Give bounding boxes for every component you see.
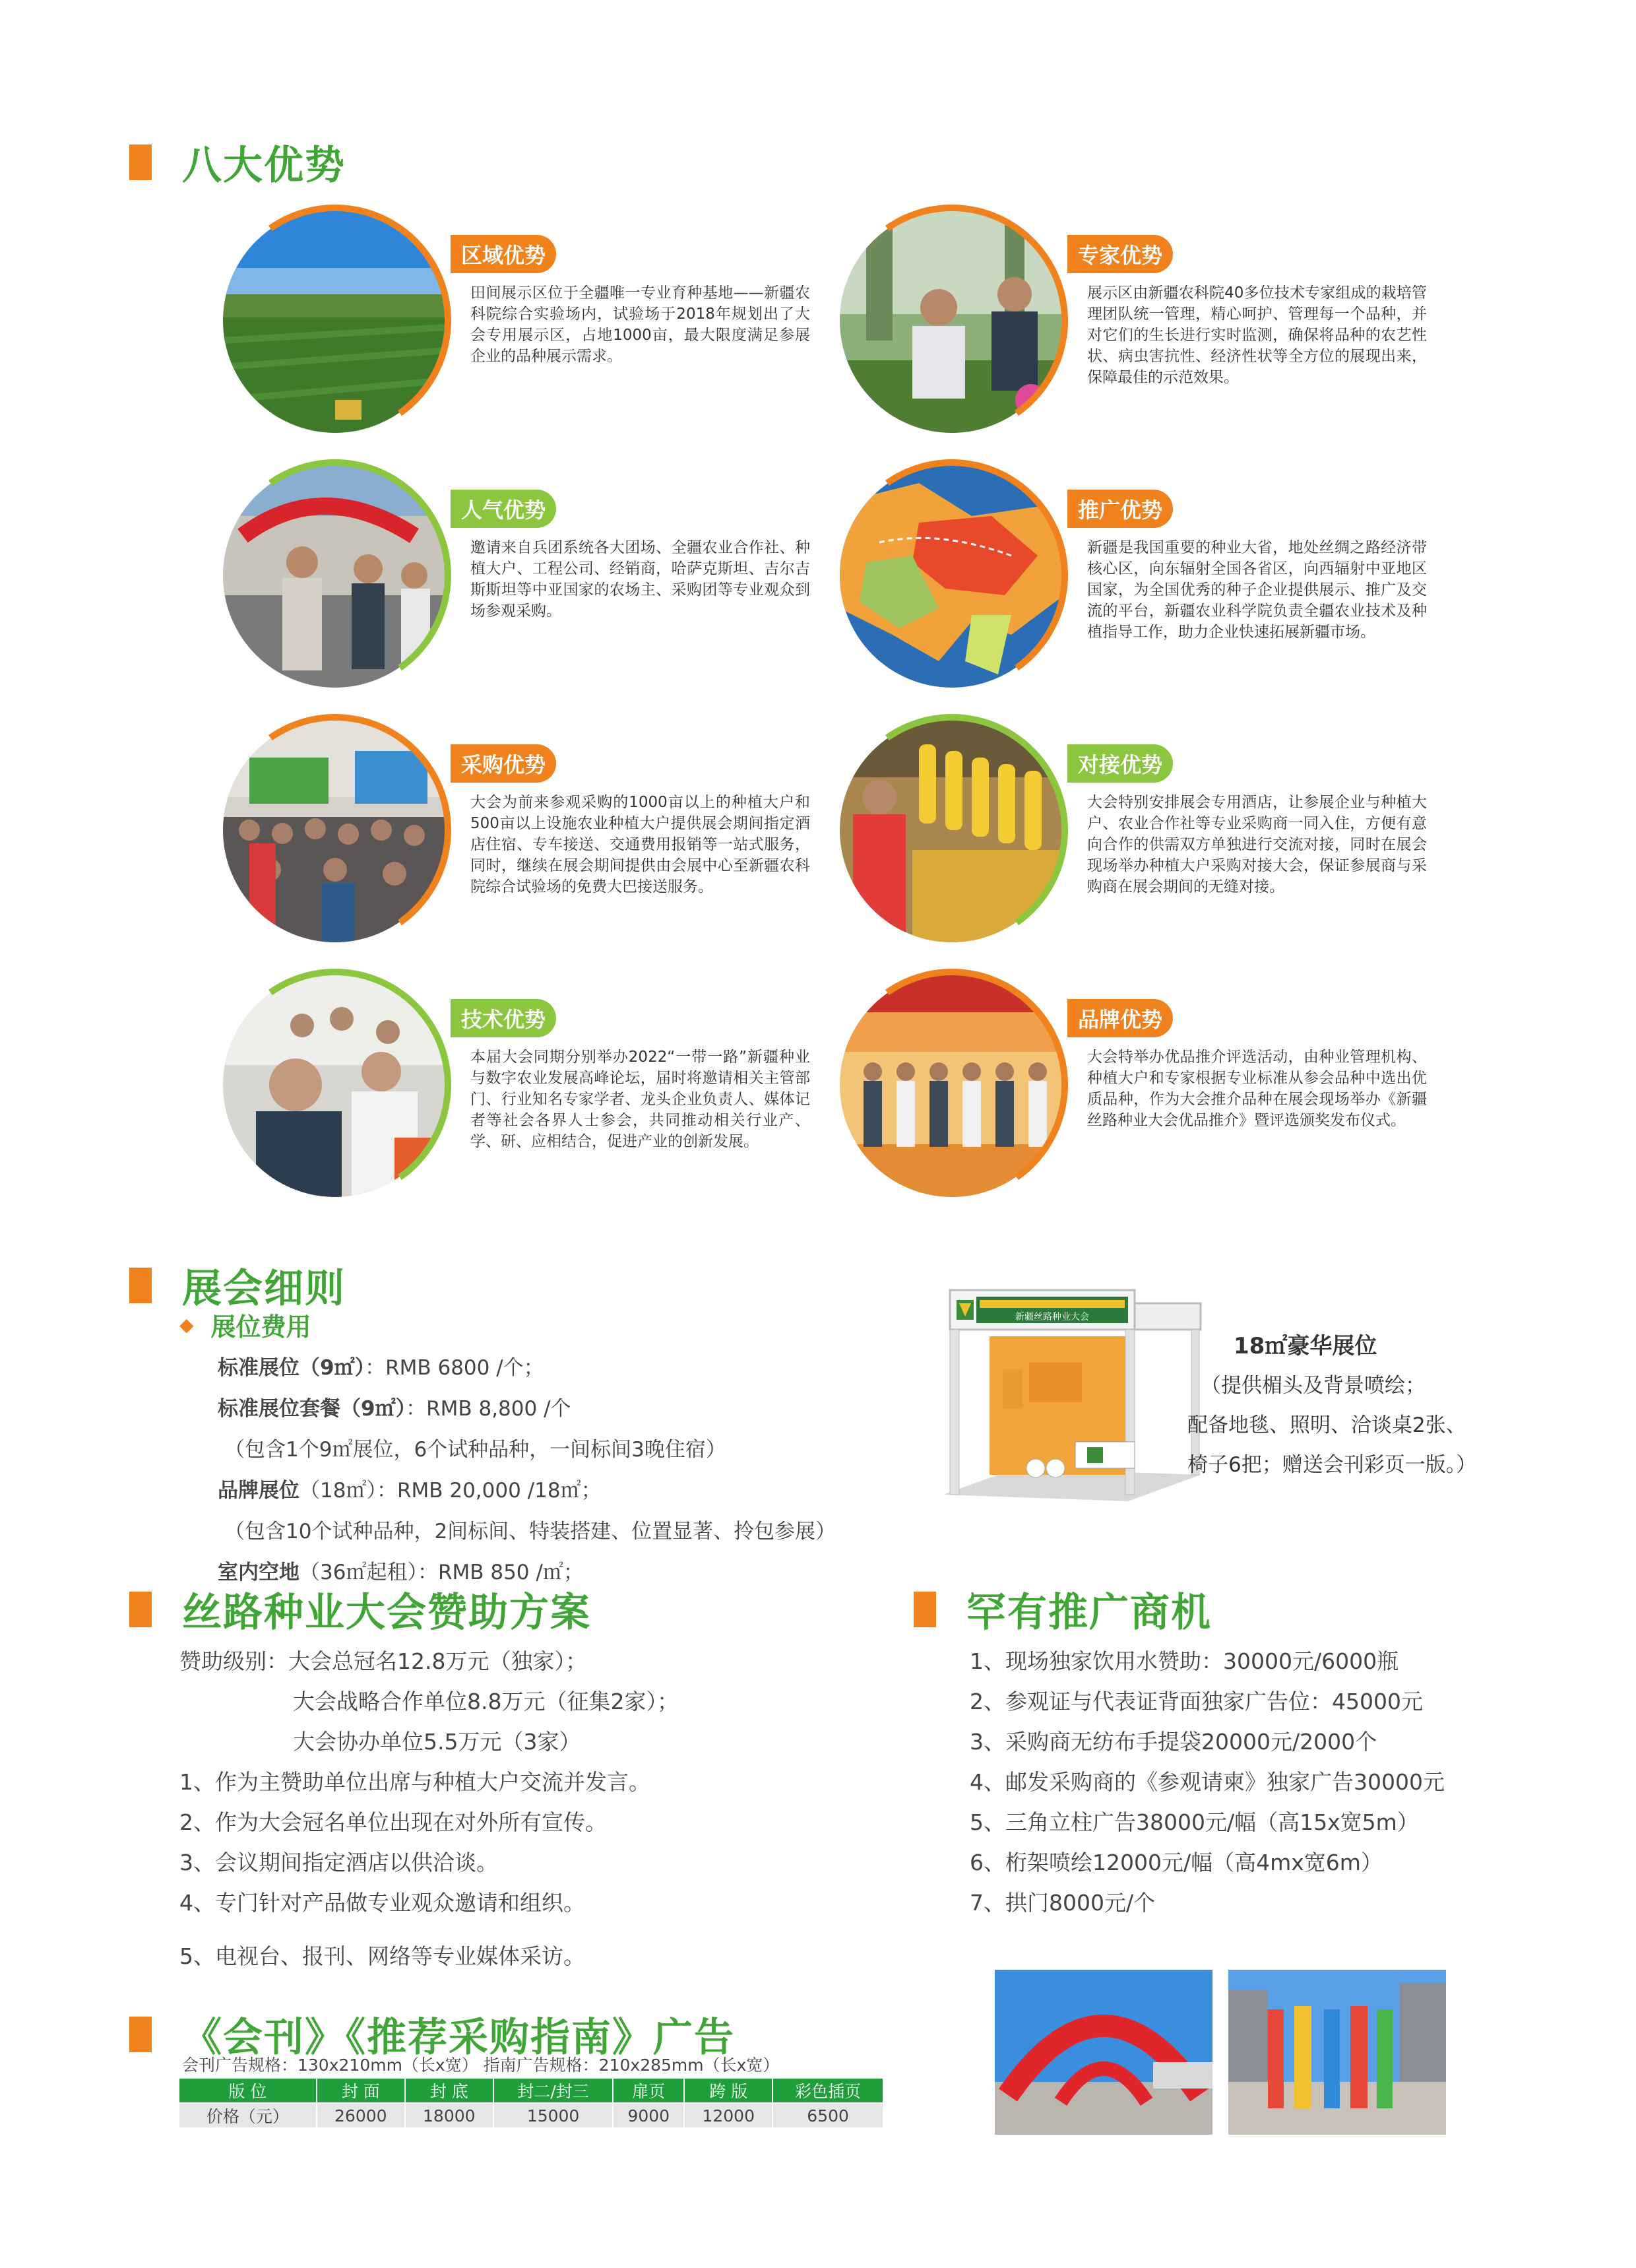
sponsor-item: 1、作为主赞助单位出席与种植大户交流并发言。	[179, 1769, 650, 1795]
table-cell: 18000	[405, 2103, 493, 2128]
sponsor-item: 3、会议期间指定酒店以供洽谈。	[179, 1850, 498, 1875]
booth-line	[218, 1347, 836, 1388]
advantage-text: 邀请来自兵团系统各大团场、全疆农业合作社、种植大户、工程公司、经销商，哈萨克斯坦、吉尔吉斯斯坦等中亚国家的农场主、采购团等专业观众到场参观采购。	[470, 539, 810, 620]
pillar-ads-photo	[1228, 1970, 1446, 2135]
orange-ring	[817, 950, 1086, 1219]
table-cell: 9000	[613, 2103, 684, 2128]
promo-item: 2、参观证与代表证背面独家广告位：45000元	[970, 1689, 1423, 1714]
advantage-tag: 区域优势	[451, 235, 556, 273]
table-cell: 15000	[493, 2103, 614, 2128]
table-cell: 26000	[317, 2103, 405, 2128]
table-header-cell: 封 面	[317, 2078, 405, 2103]
sponsor-item: 2、作为大会冠名单位出现在对外所有宣传。	[179, 1809, 607, 1835]
section-title: 展会细则	[182, 1266, 346, 1312]
promo-item: 7、拱门8000元/个	[970, 1890, 1156, 1916]
advantage-card-expert	[840, 209, 1433, 433]
deluxe-line: 椅子6把；赠送会刊彩页一版。）	[1187, 1453, 1477, 1477]
table-header-cell: 跨 版	[684, 2078, 772, 2103]
table-cell: 价格（元）	[179, 2103, 317, 2128]
table-cell: 6500	[772, 2103, 883, 2128]
advantage-tag: 专家优势	[1067, 235, 1173, 273]
orange-ring	[817, 186, 1086, 455]
booth-fee-subheading	[179, 1307, 311, 1343]
booth-line-label: 室内空地	[218, 1561, 299, 1584]
green-ring	[201, 441, 470, 710]
advantage-card-purchase	[223, 718, 817, 942]
promo-item: 1、现场独家饮用水赞助：30000元/6000瓶	[970, 1648, 1399, 1674]
booth-line-label: 标准展位（9㎡）	[218, 1356, 365, 1380]
booth-line	[218, 1388, 836, 1429]
booth-fee-title: 展位费用	[210, 1312, 311, 1342]
booth-line-label: 品牌展位	[218, 1479, 299, 1503]
deluxe-booth-title: 18㎡豪华展位	[1234, 1333, 1377, 1359]
sponsor-item: 5、电视台、报刊、网络等专业媒体采访。	[179, 1943, 585, 1969]
rules-heading	[129, 1257, 346, 1314]
table-row	[179, 2103, 883, 2128]
advantage-text: 新疆是我国重要的种业大省，地处丝绸之路经济带核心区，向东辐射全国各省区，向西辐射中亚地区国家，为全国优秀的种子企业提供展示、推广及交流的平台，新疆农业科学院负责全疆农业技术及种植指导工作，助力企业快速拓展新疆市场。	[1087, 539, 1427, 641]
sponsor-level: 大会战略合作单位8.8万元（征集2家）；	[293, 1689, 679, 1714]
section-title: 罕有推广商机	[966, 1590, 1212, 1636]
table-header-cell: 封二/封三	[493, 2078, 614, 2103]
table-cell: 12000	[684, 2103, 772, 2128]
promo-list	[970, 1641, 1445, 1923]
deluxe-booth-desc	[1187, 1366, 1476, 1485]
advantage-text: 田间展示区位于全疆唯一专业育种基地——新疆农科院综合实验场内，试验场于2018年规划出了大会专用展示区，占地1000亩，最大限度满足参展企业的品种展示需求。	[470, 284, 810, 365]
table-header-cell: 版 位	[179, 2078, 317, 2103]
booth-banner-text: 新疆丝路种业大会	[1015, 1312, 1089, 1322]
promo-item: 3、采购商无纺布手提袋20000元/2000个	[970, 1729, 1377, 1755]
promo-item: 4、邮发采购商的《参观请柬》独家广告30000元	[970, 1769, 1445, 1795]
advantage-card-popularity	[223, 463, 817, 688]
booth-line-value: （包含10个试种品种，2间标间、特装搭建、位置显著、拎包参展）	[224, 1520, 836, 1543]
booth-line-label: 标准展位套餐（9㎡）	[218, 1397, 406, 1421]
green-ring	[817, 696, 1086, 965]
ad-spec-text: 会刊广告规格：130x210mm（长x宽） 指南广告规格：210x285mm（长x宽）	[182, 2056, 780, 2075]
booth-line	[218, 1429, 836, 1470]
sponsor-level: 大会总冠名12.8万元（独家）；	[288, 1648, 587, 1674]
ad-price-table	[178, 2077, 884, 2129]
deluxe-booth-illustration	[930, 1270, 1207, 1521]
booth-line-value: （包含1个9㎡展位，6个试种品种，一间标间3晚住宿）	[224, 1438, 726, 1462]
table-header-cell: 封 底	[405, 2078, 493, 2103]
orange-ring	[201, 696, 470, 965]
section-marker	[129, 145, 152, 180]
booth-line	[218, 1470, 836, 1511]
booth-line	[218, 1511, 836, 1552]
advantage-text: 展示区由新疆农科院40多位技术专家组成的栽培管理团队统一管理，精心呵护、管理每一个品种，并对它们的生长进行实时监测，确保将品种的农艺性状、病虫害抗性、经济性状等全方位的展现出来，保障最佳的示范效果。	[1087, 284, 1427, 386]
orange-ring	[201, 186, 470, 455]
booth-fee-list	[218, 1347, 836, 1593]
advantage-tag: 推广优势	[1067, 490, 1173, 528]
advantage-card-matchmaking	[840, 718, 1433, 942]
advantage-text: 大会特举办优品推介评选活动，由种业管理机构、种植大户和专家根据专业标准从参会品种中选出优质品种，作为大会推介品种在展会现场举办《新疆丝路种业大会优品推介》暨评选颁奖发布仪式。	[1087, 1049, 1427, 1129]
sponsor-level-label: 赞助级别：	[179, 1648, 288, 1674]
section-title: 丝路种业大会赞助方案	[182, 1590, 591, 1636]
deluxe-line: （提供楣头及背景喷绘；	[1201, 1374, 1426, 1398]
table-header-cell: 扉页	[613, 2078, 684, 2103]
section-title: 八大优势	[182, 143, 346, 189]
arch-photo	[995, 1970, 1212, 2135]
promo-item: 5、三角立柱广告38000元/幅（高15x宽5m）	[970, 1809, 1419, 1835]
sponsor-level-line	[179, 1641, 679, 1681]
advantage-tag: 人气优势	[451, 490, 556, 528]
sponsor-levels	[179, 1641, 679, 1976]
promo-heading	[914, 1581, 1212, 1638]
promo-item: 6、桁架喷绘12000元/幅（高4mx宽6m）	[970, 1850, 1383, 1875]
advantage-text: 本届大会同期分别举办2022“一带一路”新疆种业与数字农业发展高峰论坛，届时将邀请相关主管部门、行业知名专家学者、龙头企业负责人、媒体记者等社会各界人士参会，共同推动相关行业产、学、研、应相结合，促进产业的创新发展。	[470, 1049, 810, 1150]
sponsor-heading	[129, 1581, 591, 1638]
section-marker	[914, 1592, 936, 1627]
advantage-card-region	[223, 209, 817, 433]
advantage-tag: 采购优势	[451, 744, 556, 783]
booth-line-value: ：RMB 8,800 /个	[406, 1397, 571, 1421]
section-title: 《会刊》《推荐采购指南》广告	[182, 2015, 735, 2061]
advantage-tag: 品牌优势	[1067, 999, 1173, 1037]
advantage-tag: 技术优势	[451, 999, 556, 1037]
green-ring	[201, 950, 470, 1219]
advantage-card-brand	[840, 973, 1433, 1197]
advantage-card-promotion	[840, 463, 1433, 688]
advantage-tag: 对接优势	[1067, 744, 1173, 783]
booth-line-value: （18㎡）：RMB 20,000 /18㎡；	[299, 1479, 602, 1503]
booth-line-value: （36㎡起租）：RMB 850 /㎡；	[299, 1561, 584, 1584]
orange-ring	[817, 441, 1086, 710]
advantage-text: 大会为前来参观采购的1000亩以上的种植大户和500亩以上设施农业种植大户提供展会期间指定酒店住宿、专车接送、交通费用报销等一站式服务，同时，继续在展会期间提供由会展中心至新疆农科院综合试验场的免费大巴接送服务。	[470, 794, 810, 895]
sponsor-item: 4、专门针对产品做专业观众邀请和组织。	[179, 1890, 585, 1916]
section-marker	[129, 2017, 152, 2052]
section-marker	[129, 1268, 152, 1303]
table-header-cell: 彩色插页	[772, 2078, 883, 2103]
section-marker	[129, 1592, 152, 1627]
sponsor-level: 大会协办单位5.5万元（3家）	[293, 1729, 581, 1755]
advantage-card-technology	[223, 973, 817, 1197]
deluxe-line: 配备地毯、照明、洽谈桌2张、	[1187, 1413, 1466, 1437]
booth-line-value: ：RMB 6800 /个；	[365, 1356, 544, 1380]
advantages-heading	[129, 134, 346, 191]
table-header-row	[179, 2078, 883, 2103]
advantage-text: 大会特别安排展会专用酒店，让参展企业与种植大户、农业合作社等专业采购商一同入住，方便有意向合作的供需双方单独进行交流对接，同时在展会现场举办种植大户采购对接大会，保证参展商与采购商在展会期间的无缝对接。	[1087, 794, 1427, 895]
diamond-bullet-icon: ◆	[179, 1314, 194, 1336]
